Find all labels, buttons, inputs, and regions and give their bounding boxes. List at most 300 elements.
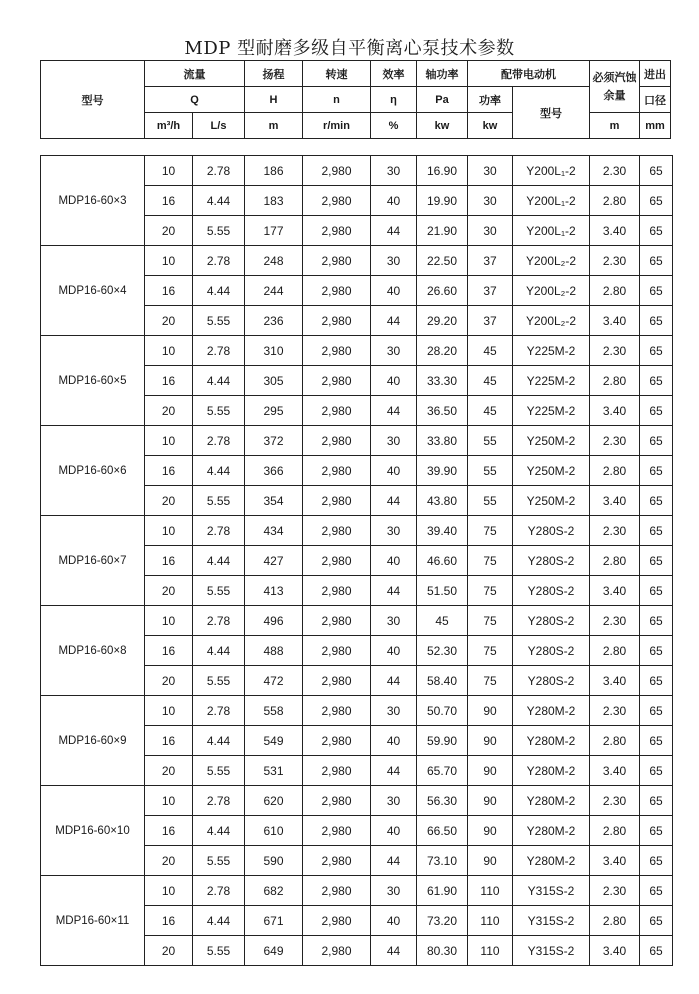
speed-cell: 2,980: [303, 576, 371, 606]
table-row: [41, 696, 673, 726]
motor-power-cell: 37: [468, 276, 513, 306]
motor-power-cell: 90: [468, 726, 513, 756]
head-cell: 682: [245, 876, 303, 906]
flow-ls-cell: 4.44: [193, 546, 245, 576]
motor-power-cell: 75: [468, 516, 513, 546]
flow-m3h-cell: 20: [145, 306, 193, 336]
flow-m3h-cell: 10: [145, 606, 193, 636]
flow-ls-cell: 4.44: [193, 366, 245, 396]
npsh-cell: 2.80: [590, 546, 640, 576]
head-cell: 366: [245, 456, 303, 486]
head-cell: 434: [245, 516, 303, 546]
bore-cell: 65: [640, 756, 673, 786]
motor-model-cell: Y250M-2: [513, 456, 590, 486]
flow-ls-cell: 4.44: [193, 636, 245, 666]
header-speed-unit: r/min: [303, 113, 371, 139]
flow-ls-cell: 2.78: [193, 786, 245, 816]
flow-m3h-cell: 20: [145, 216, 193, 246]
flow-ls-cell: 5.55: [193, 756, 245, 786]
motor-power-cell: 30: [468, 186, 513, 216]
bore-cell: 65: [640, 486, 673, 516]
header-model: 型号: [41, 61, 145, 139]
speed-cell: 2,980: [303, 786, 371, 816]
model-cell: MDP16-60×5: [41, 336, 145, 426]
table-row: [41, 786, 673, 816]
bore-cell: 65: [640, 276, 673, 306]
bore-cell: 65: [640, 366, 673, 396]
head-cell: 186: [245, 156, 303, 186]
head-cell: 244: [245, 276, 303, 306]
shaft-power-cell: 33.80: [417, 426, 468, 456]
model-cell: MDP16-60×11: [41, 876, 145, 966]
shaft-power-cell: 36.50: [417, 396, 468, 426]
efficiency-cell: 40: [371, 546, 417, 576]
shaft-power-cell: 39.40: [417, 516, 468, 546]
bore-cell: 65: [640, 876, 673, 906]
bore-cell: 65: [640, 306, 673, 336]
head-cell: 610: [245, 816, 303, 846]
head-cell: 310: [245, 336, 303, 366]
npsh-cell: 2.80: [590, 276, 640, 306]
efficiency-cell: 40: [371, 456, 417, 486]
motor-power-cell: 75: [468, 666, 513, 696]
motor-model-cell: Y200L₁-2: [513, 186, 590, 216]
flow-m3h-cell: 16: [145, 186, 193, 216]
npsh-cell: 2.30: [590, 606, 640, 636]
npsh-cell: 2.80: [590, 456, 640, 486]
bore-cell: 65: [640, 786, 673, 816]
header-shaft-power-symbol: Pa: [417, 87, 468, 113]
model-cell: MDP16-60×6: [41, 426, 145, 516]
efficiency-cell: 30: [371, 606, 417, 636]
bore-cell: 65: [640, 216, 673, 246]
motor-power-cell: 90: [468, 756, 513, 786]
motor-power-cell: 110: [468, 936, 513, 966]
model-cell: MDP16-60×7: [41, 516, 145, 606]
shaft-power-cell: 29.20: [417, 306, 468, 336]
flow-ls-cell: 5.55: [193, 396, 245, 426]
shaft-power-cell: 19.90: [417, 186, 468, 216]
npsh-cell: 3.40: [590, 216, 640, 246]
flow-ls-cell: 4.44: [193, 726, 245, 756]
motor-power-cell: 75: [468, 576, 513, 606]
flow-ls-cell: 5.55: [193, 666, 245, 696]
bore-cell: 65: [640, 666, 673, 696]
flow-m3h-cell: 16: [145, 366, 193, 396]
table-row: [41, 246, 673, 276]
head-cell: 427: [245, 546, 303, 576]
speed-cell: 2,980: [303, 906, 371, 936]
flow-ls-cell: 5.55: [193, 216, 245, 246]
motor-model-cell: Y280S-2: [513, 576, 590, 606]
header-flow-unit-1: m³/h: [145, 113, 193, 139]
model-cell: MDP16-60×10: [41, 786, 145, 876]
motor-model-cell: Y280S-2: [513, 606, 590, 636]
shaft-power-cell: 22.50: [417, 246, 468, 276]
head-cell: 590: [245, 846, 303, 876]
bore-cell: 65: [640, 186, 673, 216]
flow-m3h-cell: 16: [145, 816, 193, 846]
motor-model-cell: Y280M-2: [513, 756, 590, 786]
flow-m3h-cell: 20: [145, 936, 193, 966]
flow-ls-cell: 5.55: [193, 306, 245, 336]
flow-m3h-cell: 20: [145, 486, 193, 516]
npsh-cell: 3.40: [590, 576, 640, 606]
npsh-cell: 2.80: [590, 816, 640, 846]
header-bore-unit: mm: [640, 113, 671, 139]
efficiency-cell: 30: [371, 426, 417, 456]
flow-ls-cell: 2.78: [193, 336, 245, 366]
head-cell: 531: [245, 756, 303, 786]
npsh-cell: 3.40: [590, 756, 640, 786]
flow-m3h-cell: 10: [145, 156, 193, 186]
flow-m3h-cell: 16: [145, 906, 193, 936]
flow-ls-cell: 2.78: [193, 156, 245, 186]
flow-m3h-cell: 20: [145, 666, 193, 696]
npsh-cell: 3.40: [590, 486, 640, 516]
speed-cell: 2,980: [303, 186, 371, 216]
flow-m3h-cell: 10: [145, 336, 193, 366]
motor-power-cell: 55: [468, 426, 513, 456]
model-cell: MDP16-60×3: [41, 156, 145, 246]
header-flow-unit-2: L/s: [193, 113, 245, 139]
efficiency-cell: 40: [371, 906, 417, 936]
motor-model-cell: Y200L₁-2: [513, 156, 590, 186]
npsh-cell: 2.80: [590, 636, 640, 666]
model-cell: MDP16-60×8: [41, 606, 145, 696]
npsh-cell: 2.30: [590, 516, 640, 546]
shaft-power-cell: 45: [417, 606, 468, 636]
npsh-cell: 2.30: [590, 786, 640, 816]
motor-model-cell: Y280M-2: [513, 726, 590, 756]
speed-cell: 2,980: [303, 726, 371, 756]
head-cell: 183: [245, 186, 303, 216]
flow-ls-cell: 5.55: [193, 936, 245, 966]
npsh-cell: 2.80: [590, 186, 640, 216]
shaft-power-cell: 73.10: [417, 846, 468, 876]
motor-model-cell: Y250M-2: [513, 426, 590, 456]
efficiency-cell: 40: [371, 636, 417, 666]
efficiency-cell: 44: [371, 576, 417, 606]
bore-cell: 65: [640, 426, 673, 456]
flow-ls-cell: 2.78: [193, 426, 245, 456]
motor-power-cell: 37: [468, 306, 513, 336]
npsh-cell: 3.40: [590, 846, 640, 876]
speed-cell: 2,980: [303, 816, 371, 846]
shaft-power-cell: 43.80: [417, 486, 468, 516]
flow-ls-cell: 4.44: [193, 906, 245, 936]
motor-power-cell: 30: [468, 156, 513, 186]
shaft-power-cell: 58.40: [417, 666, 468, 696]
head-cell: 549: [245, 726, 303, 756]
header-shaft-power-unit: kw: [417, 113, 468, 139]
motor-model-cell: Y200L₂-2: [513, 276, 590, 306]
flow-m3h-cell: 16: [145, 726, 193, 756]
bore-cell: 65: [640, 816, 673, 846]
page-title: MDP 型耐磨多级自平衡离心泵技术参数: [184, 38, 515, 59]
npsh-cell: 2.80: [590, 726, 640, 756]
table-row: [41, 876, 673, 906]
header-head: 扬程: [245, 61, 303, 87]
head-cell: 413: [245, 576, 303, 606]
speed-cell: 2,980: [303, 756, 371, 786]
bore-cell: 65: [640, 516, 673, 546]
speed-cell: 2,980: [303, 366, 371, 396]
motor-model-cell: Y315S-2: [513, 876, 590, 906]
flow-ls-cell: 2.78: [193, 876, 245, 906]
head-cell: 295: [245, 396, 303, 426]
flow-m3h-cell: 20: [145, 756, 193, 786]
header-npsh: [590, 61, 640, 113]
speed-cell: 2,980: [303, 666, 371, 696]
bore-cell: 65: [640, 636, 673, 666]
speed-cell: 2,980: [303, 156, 371, 186]
npsh-cell: 2.30: [590, 426, 640, 456]
header-motor-power-unit: kw: [468, 113, 513, 139]
table-row: [41, 426, 673, 456]
efficiency-cell: 44: [371, 756, 417, 786]
header-head-symbol: H: [245, 87, 303, 113]
motor-power-cell: 75: [468, 606, 513, 636]
efficiency-cell: 44: [371, 936, 417, 966]
flow-ls-cell: 4.44: [193, 186, 245, 216]
shaft-power-cell: 65.70: [417, 756, 468, 786]
efficiency-cell: 30: [371, 156, 417, 186]
shaft-power-cell: 52.30: [417, 636, 468, 666]
speed-cell: 2,980: [303, 606, 371, 636]
header-shaft-power: 轴功率: [417, 61, 468, 87]
head-cell: 236: [245, 306, 303, 336]
motor-power-cell: 55: [468, 486, 513, 516]
shaft-power-cell: 51.50: [417, 576, 468, 606]
header-motor: 配带电动机: [468, 61, 590, 87]
motor-power-cell: 90: [468, 696, 513, 726]
head-cell: 620: [245, 786, 303, 816]
flow-m3h-cell: 10: [145, 876, 193, 906]
motor-model-cell: Y200L₂-2: [513, 306, 590, 336]
flow-ls-cell: 5.55: [193, 846, 245, 876]
flow-ls-cell: 4.44: [193, 276, 245, 306]
efficiency-cell: 40: [371, 276, 417, 306]
motor-model-cell: Y280M-2: [513, 816, 590, 846]
npsh-cell: 2.80: [590, 906, 640, 936]
motor-model-cell: Y280M-2: [513, 846, 590, 876]
speed-cell: 2,980: [303, 846, 371, 876]
efficiency-cell: 40: [371, 816, 417, 846]
spec-table-header: [40, 60, 671, 139]
head-cell: 488: [245, 636, 303, 666]
speed-cell: 2,980: [303, 636, 371, 666]
bore-cell: 65: [640, 246, 673, 276]
shaft-power-cell: 28.20: [417, 336, 468, 366]
shaft-power-cell: 73.20: [417, 906, 468, 936]
npsh-cell: 2.30: [590, 696, 640, 726]
npsh-cell: 3.40: [590, 666, 640, 696]
npsh-cell: 2.30: [590, 246, 640, 276]
efficiency-cell: 30: [371, 876, 417, 906]
header-speed: 转速: [303, 61, 371, 87]
motor-power-cell: 45: [468, 366, 513, 396]
shaft-power-cell: 39.90: [417, 456, 468, 486]
flow-m3h-cell: 10: [145, 516, 193, 546]
motor-model-cell: Y280M-2: [513, 696, 590, 726]
head-cell: 177: [245, 216, 303, 246]
npsh-cell: 3.40: [590, 306, 640, 336]
table-row: [41, 156, 673, 186]
shaft-power-cell: 33.30: [417, 366, 468, 396]
header-motor-power: 功率: [468, 87, 513, 113]
head-cell: 472: [245, 666, 303, 696]
flow-ls-cell: 5.55: [193, 486, 245, 516]
table-gap: [40, 137, 670, 155]
flow-m3h-cell: 16: [145, 636, 193, 666]
efficiency-cell: 44: [371, 486, 417, 516]
head-cell: 496: [245, 606, 303, 636]
motor-power-cell: 55: [468, 456, 513, 486]
flow-m3h-cell: 20: [145, 576, 193, 606]
shaft-power-cell: 21.90: [417, 216, 468, 246]
bore-cell: 65: [640, 396, 673, 426]
motor-power-cell: 110: [468, 906, 513, 936]
motor-model-cell: Y200L₂-2: [513, 246, 590, 276]
flow-m3h-cell: 10: [145, 426, 193, 456]
efficiency-cell: 30: [371, 336, 417, 366]
flow-ls-cell: 2.78: [193, 516, 245, 546]
motor-power-cell: 90: [468, 816, 513, 846]
table-row: [41, 516, 673, 546]
npsh-cell: 2.30: [590, 336, 640, 366]
header-flow: 流量: [145, 61, 245, 87]
head-cell: 354: [245, 486, 303, 516]
efficiency-cell: 40: [371, 186, 417, 216]
header-head-unit: m: [245, 113, 303, 139]
flow-m3h-cell: 16: [145, 546, 193, 576]
flow-m3h-cell: 10: [145, 786, 193, 816]
motor-power-cell: 45: [468, 396, 513, 426]
bore-cell: 65: [640, 576, 673, 606]
flow-m3h-cell: 20: [145, 846, 193, 876]
flow-ls-cell: 4.44: [193, 816, 245, 846]
npsh-cell: 2.80: [590, 366, 640, 396]
header-npsh-text: 必须汽蚀余量: [592, 70, 637, 102]
motor-model-cell: Y225M-2: [513, 366, 590, 396]
shaft-power-cell: 46.60: [417, 546, 468, 576]
motor-power-cell: 90: [468, 786, 513, 816]
motor-model-cell: Y280M-2: [513, 786, 590, 816]
model-cell: MDP16-60×9: [41, 696, 145, 786]
motor-model-cell: Y315S-2: [513, 906, 590, 936]
motor-power-cell: 110: [468, 876, 513, 906]
header-bore-2: 口径: [640, 87, 671, 113]
flow-m3h-cell: 16: [145, 456, 193, 486]
table-row: [41, 336, 673, 366]
speed-cell: 2,980: [303, 336, 371, 366]
npsh-cell: 3.40: [590, 396, 640, 426]
shaft-power-cell: 56.30: [417, 786, 468, 816]
efficiency-cell: 44: [371, 306, 417, 336]
efficiency-cell: 44: [371, 216, 417, 246]
bore-cell: 65: [640, 696, 673, 726]
speed-cell: 2,980: [303, 216, 371, 246]
motor-power-cell: 90: [468, 846, 513, 876]
header-efficiency-symbol: η: [371, 87, 417, 113]
speed-cell: 2,980: [303, 546, 371, 576]
head-cell: 248: [245, 246, 303, 276]
flow-m3h-cell: 20: [145, 396, 193, 426]
bore-cell: 65: [640, 156, 673, 186]
shaft-power-cell: 50.70: [417, 696, 468, 726]
bore-cell: 65: [640, 336, 673, 366]
model-cell: MDP16-60×4: [41, 246, 145, 336]
header-bore-1: 进出: [640, 61, 671, 87]
speed-cell: 2,980: [303, 396, 371, 426]
flow-m3h-cell: 10: [145, 696, 193, 726]
shaft-power-cell: 80.30: [417, 936, 468, 966]
motor-model-cell: Y250M-2: [513, 486, 590, 516]
efficiency-cell: 44: [371, 846, 417, 876]
flow-ls-cell: 5.55: [193, 576, 245, 606]
efficiency-cell: 40: [371, 366, 417, 396]
motor-power-cell: 75: [468, 546, 513, 576]
motor-power-cell: 45: [468, 336, 513, 366]
shaft-power-cell: 61.90: [417, 876, 468, 906]
header-npsh-unit: m: [590, 113, 640, 139]
header-efficiency-unit: %: [371, 113, 417, 139]
speed-cell: 2,980: [303, 696, 371, 726]
flow-ls-cell: 2.78: [193, 606, 245, 636]
header-motor-model: 型号: [513, 87, 590, 139]
shaft-power-cell: 59.90: [417, 726, 468, 756]
spec-table-body: [40, 155, 673, 966]
header-flow-symbol: Q: [145, 87, 245, 113]
motor-power-cell: 75: [468, 636, 513, 666]
bore-cell: 65: [640, 936, 673, 966]
efficiency-cell: 44: [371, 666, 417, 696]
npsh-cell: 2.30: [590, 876, 640, 906]
efficiency-cell: 30: [371, 246, 417, 276]
bore-cell: 65: [640, 546, 673, 576]
bore-cell: 65: [640, 846, 673, 876]
table-row: [41, 606, 673, 636]
speed-cell: 2,980: [303, 306, 371, 336]
head-cell: 671: [245, 906, 303, 936]
flow-m3h-cell: 10: [145, 246, 193, 276]
motor-model-cell: Y280S-2: [513, 546, 590, 576]
motor-model-cell: Y225M-2: [513, 396, 590, 426]
motor-power-cell: 37: [468, 246, 513, 276]
bore-cell: 65: [640, 456, 673, 486]
efficiency-cell: 30: [371, 786, 417, 816]
bore-cell: 65: [640, 606, 673, 636]
motor-model-cell: Y280S-2: [513, 666, 590, 696]
speed-cell: 2,980: [303, 876, 371, 906]
flow-ls-cell: 4.44: [193, 456, 245, 486]
efficiency-cell: 30: [371, 516, 417, 546]
header-efficiency: 效率: [371, 61, 417, 87]
flow-m3h-cell: 16: [145, 276, 193, 306]
motor-model-cell: Y200L₁-2: [513, 216, 590, 246]
flow-ls-cell: 2.78: [193, 696, 245, 726]
speed-cell: 2,980: [303, 246, 371, 276]
shaft-power-cell: 66.50: [417, 816, 468, 846]
speed-cell: 2,980: [303, 936, 371, 966]
efficiency-cell: 30: [371, 696, 417, 726]
motor-model-cell: Y315S-2: [513, 936, 590, 966]
speed-cell: 2,980: [303, 426, 371, 456]
speed-cell: 2,980: [303, 516, 371, 546]
motor-model-cell: Y280S-2: [513, 516, 590, 546]
motor-model-cell: Y225M-2: [513, 336, 590, 366]
